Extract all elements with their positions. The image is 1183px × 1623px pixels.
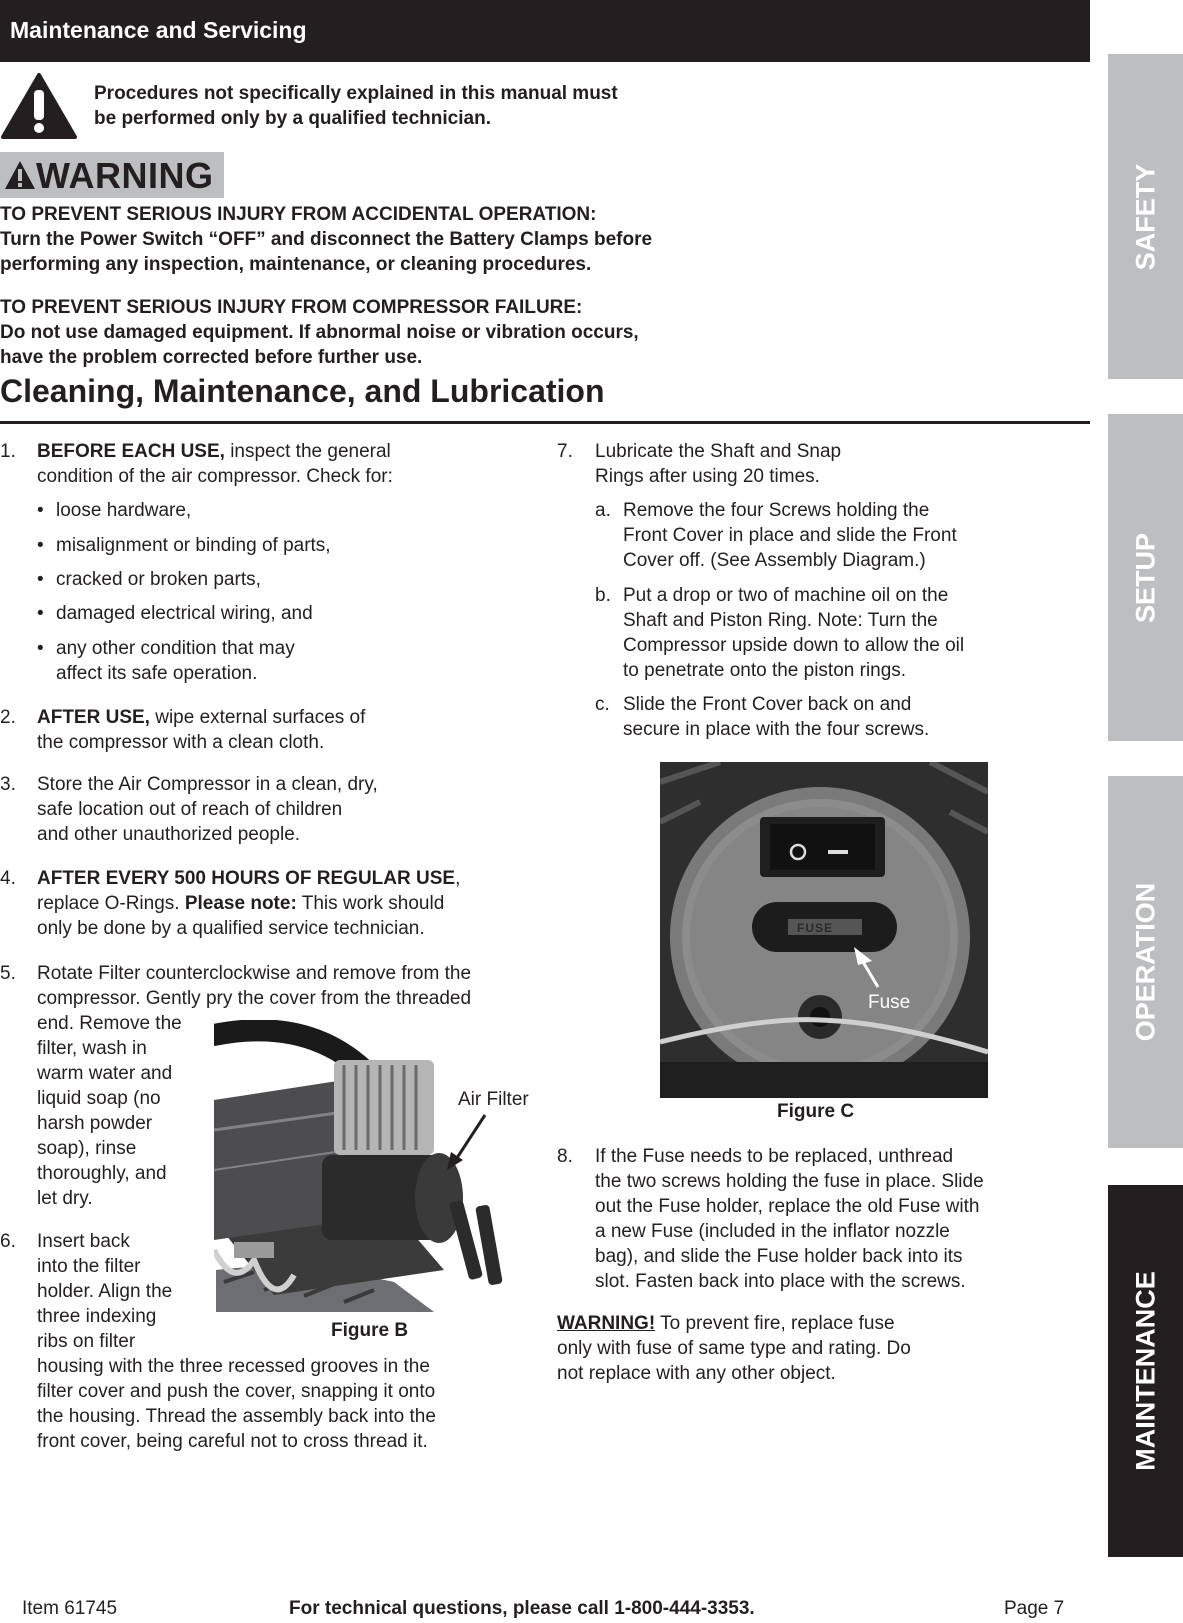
step-text: Store the Air Compressor in a clean, dry, [37,774,378,795]
warning-line: TO PREVENT SERIOUS INJURY FROM ACCIDENTAL OPERATION: [0,204,597,225]
list-item: • cracked or broken parts, [56,567,261,592]
step-number: 1. [0,441,16,462]
step-text: replace O-Rings. [37,893,185,914]
page-header-title: Maintenance and Servicing [10,17,307,43]
step-text: Front Cover in place and slide the Front [623,525,957,546]
warning-triangle-icon [4,160,36,190]
step-text: Put a drop or two of machine oil on the [623,585,949,606]
notice-line: be performed only by a qualified technician. [94,108,491,129]
step-text: thoroughly, and [37,1163,167,1184]
step-text: liquid soap (no [37,1088,161,1109]
warning-line: performing any inspection, maintenance, or cleaning procedures. [0,254,592,275]
substep-label: c. [595,694,610,715]
caution-triangle-icon [0,72,78,140]
list-item: • loose hardware, [56,498,191,523]
substep-label: b. [595,585,611,606]
step-text: warm water and [37,1063,173,1084]
step-text: Insert back [37,1231,130,1252]
substep-7a [623,498,957,573]
callout-arrow-icon [445,1112,495,1172]
step-text: into the filter [37,1256,141,1277]
step-text: housing with the three recessed grooves in the [37,1356,430,1377]
step-note-label: Please note: [184,893,297,914]
fuse-warning-lead: WARNING! [557,1313,656,1334]
warning-compressor-failure [0,295,639,370]
fuse-warning-text: not replace with any other object. [557,1363,836,1384]
tab-label: OPERATION [1130,882,1160,1042]
step-text: Lubricate the Shaft and Snap [595,441,842,462]
step-3 [37,772,378,847]
warning-line: Turn the Power Switch “OFF” and disconnect the Battery Clamps before [0,229,653,250]
footer-item-number: Item 61745 [22,1598,118,1619]
substep-7b [623,583,964,683]
step-number: 2. [0,707,16,728]
footer-phone: For technical questions, please call 1-800-444-3353. [289,1598,755,1619]
step-text: the two screws holding the fuse in place. Slide [595,1171,984,1192]
step-text: safe location out of reach of children [37,799,343,820]
section-title: Cleaning, Maintenance, and Lubrication [0,373,605,409]
warning-accidental-operation [0,202,652,277]
step-text: Rings after using 20 times. [595,466,820,487]
step-text: harsh powder [37,1113,153,1134]
step-text: a new Fuse (included in the inflator nozzle [595,1221,950,1242]
list-item: • damaged electrical wiring, and [56,601,313,626]
step-text: If the Fuse needs to be replaced, unthread [595,1146,954,1167]
figure-c-callout-fuse: Fuse [868,992,911,1013]
fuse-warning-text: To prevent fire, replace fuse [655,1313,895,1334]
step-8 [595,1144,984,1294]
step-text: the housing. Thread the assembly back into the [37,1406,436,1427]
tab-label: MAINTENANCE [1130,1271,1160,1471]
step-text: to penetrate onto the piston rings. [623,660,907,681]
notice-line: Procedures not specifically explained in this manual must [94,83,618,104]
step-text: soap), rinse [37,1138,137,1159]
step-number: 3. [0,774,16,795]
step-text: front cover, being careful not to cross thread it. [37,1431,428,1452]
qualified-technician-notice [94,81,618,131]
figure-b-callout-air-filter: Air Filter [458,1089,529,1110]
step-text: three indexing [37,1306,157,1327]
warning-line: Do not use damaged equipment. If abnormal noise or vibration occurs, [0,322,639,343]
step-text: out the Fuse holder, replace the old Fuse with [595,1196,980,1217]
step-text: end. Remove the [37,1013,182,1034]
step-text: This work should [296,893,445,914]
step-text: wipe external surfaces of [149,707,366,728]
warning-badge [0,152,224,198]
tab-label: SAFETY [1130,163,1160,270]
step-text: and other unauthorized people. [37,824,301,845]
list-item: • misalignment or binding of parts, [56,533,331,558]
footer-page-number: Page 7 [1004,1598,1065,1619]
tab-label: SETUP [1130,532,1160,623]
step-text: filter, wash in [37,1038,147,1059]
step-text: inspect the general [224,441,391,462]
list-item: • any other condition that may [56,636,295,661]
fuse-holder-text: FUSE [797,921,834,935]
step-1 [37,439,393,489]
substep-label: a. [595,500,611,521]
step-2 [37,705,365,755]
step-text: bag), and slide the Fuse holder back into its [595,1246,963,1267]
tab-setup[interactable] [1108,414,1183,741]
step-text: filter cover and push the cover, snapping it onto [37,1381,436,1402]
step-text: condition of the air compressor. Check for: [37,466,393,487]
step-lead: AFTER EVERY 500 HOURS OF REGULAR USE [37,868,456,889]
step-number: 5. [0,963,16,984]
tab-maintenance[interactable] [1108,1185,1183,1557]
figure-c-caption: Figure C [777,1101,855,1122]
step-number: 7. [557,441,573,462]
step-text: ribs on filter [37,1331,136,1352]
step-text: Rotate Filter counterclockwise and remove from the [37,963,472,984]
figure-b-caption: Figure B [331,1320,409,1341]
step-7 [595,439,841,489]
step-text: Compressor upside down to allow the oil [623,635,965,656]
step-lead: AFTER USE, [37,707,150,728]
tab-operation[interactable] [1108,776,1183,1148]
step-text: holder. Align the [37,1281,173,1302]
fuse-warning [557,1311,911,1386]
tab-safety[interactable] [1108,54,1183,379]
step-text: the compressor with a clean cloth. [37,732,325,753]
list-item-continued: affect its safe operation. [56,663,258,684]
step-text: let dry. [37,1188,93,1209]
step-text: Slide the Front Cover back on and [623,694,912,715]
figure-c-front-cover-photo [660,762,988,1098]
section-divider [0,421,1090,424]
fuse-warning-text: only with fuse of same type and rating. Do [557,1338,911,1359]
substep-7c [623,692,929,742]
step-4 [37,866,460,941]
step-number: 6. [0,1231,16,1252]
step-number: 4. [0,868,16,889]
step-text: Remove the four Screws holding the [623,500,930,521]
warning-line: TO PREVENT SERIOUS INJURY FROM COMPRESSOR FAILURE: [0,297,583,318]
step-lead: BEFORE EACH USE, [37,441,225,462]
step-text: slot. Fasten back into place with the screws. [595,1271,966,1292]
step-text: Shaft and Piston Ring. Note: Turn the [623,610,938,631]
warning-badge-text: WARNING [36,155,214,196]
step-text: secure in place with the four screws. [623,719,930,740]
warning-line: have the problem corrected before further use. [0,347,423,368]
step-text: compressor. Gently pry the cover from the threaded [37,988,472,1009]
step-number: 8. [557,1146,573,1167]
step-text: only be done by a qualified service technician. [37,918,425,939]
step-text: , [455,868,461,889]
step-text: Cover off. (See Assembly Diagram.) [623,550,926,571]
